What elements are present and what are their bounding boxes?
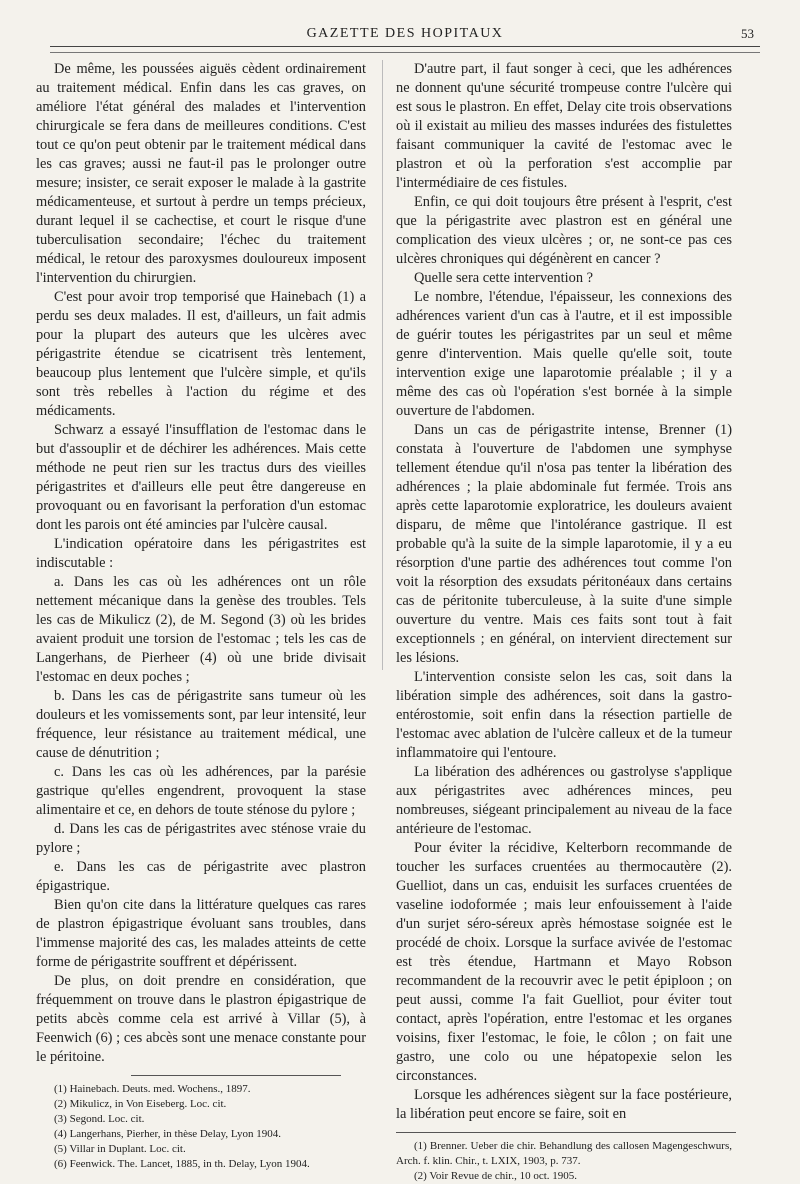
column-divider bbox=[382, 60, 383, 670]
paragraph: Quelle sera cette intervention ? bbox=[414, 270, 593, 286]
footnote: (3) Segond. Loc. cit. bbox=[54, 1113, 145, 1125]
footnote: (1) Brenner. Ueber die chir. Behandlung des callosen Magengeschwurs, Arch. f. klin. Chir., t. LXIX, 1903, p. 737. bbox=[396, 1140, 732, 1167]
paragraph: La libération des adhérences ou gastrolyse s'applique aux périgastrites avec adhérences minces, peu nombreuses, siégeant principalement au niveau de la face antérieure de l'estomac. bbox=[396, 764, 732, 837]
paragraph: De plus, on doit prendre en considération, que fréquemment on trouve dans le plastron épigastrique de petits abcès comme cela est arrivé à Villar (5), à Feenwich (6) ; ces abcès sont une menace constante pour le péritoine. bbox=[36, 973, 366, 1065]
paragraph: e. Dans les cas de périgastrite avec plastron épigastrique. bbox=[36, 859, 366, 894]
page-number: 53 bbox=[741, 26, 754, 41]
left-column bbox=[36, 60, 366, 1172]
paragraph: d. Dans les cas de périgastrites avec sténose vraie du pylore ; bbox=[36, 821, 366, 856]
footnote: (1) Hainebach. Deuts. med. Wochens., 1897. bbox=[54, 1083, 251, 1095]
paragraph: De même, les poussées aiguës cèdent ordinairement au traitement médical. Enfin dans les cas graves, on améliore l'état général des malades et l'intervention chirurgicale se fera dans de meilleures conditions. C'est tout ce qu'on peut obtenir par le traitement médical dans les cas graves; aussi ne faut-il pas le prolonger outre mesure; insister, ce serait exposer le malade à la gastrite médicamenteuse, et surtout à perdre un temps précieux, durant lequel il se cachectise, et court le risque d'une tuberculisation secondaire; l'échec du traitement médical, le retour des paroxysmes douloureux imposent l'intervention du chirurgien. bbox=[36, 61, 366, 286]
footnote: (2) Mikulicz, in Von Eiseberg. Loc. cit. bbox=[54, 1098, 227, 1110]
paragraph: b. Dans les cas de périgastrite sans tumeur où les douleurs et les vomissements sont, par leur intensité, leur fréquence, leur résistance au traitement médical, une cause de dénutrition ; bbox=[36, 688, 366, 761]
paragraph: Bien qu'on cite dans la littérature quelques cas rares de plastron épigastrique évoluant sans troubles, dans l'immense majorité des cas, les malades atteints de cette forme de périgastrite souffrent et dépérissent. bbox=[36, 897, 366, 970]
paragraph: L'intervention consiste selon les cas, soit dans la libération simple des adhérences, soit dans la gastro-entérostomie, soit enfin dans la résection partielle de l'estomac avec ablation de l'ulcère calleux et de la tumeur inflammatoire qui l'entoure. bbox=[396, 669, 732, 761]
footnote: (5) Villar in Duplant. Loc. cit. bbox=[54, 1143, 186, 1155]
footnote-rule bbox=[131, 1075, 341, 1076]
footnote: (4) Langerhans, Pierher, in thèse Delay, Lyon 1904. bbox=[54, 1128, 282, 1140]
paragraph: D'autre part, il faut songer à ceci, que les adhérences ne donnent qu'une sécurité trompeuse contre l'ulcère qui est sous le plastron. En effet, Delay cite trois observations où il existait au milieu des masses indurées des fistulettes faisant communiquer la cavité de l'estomac avec le plastron et où la perforation s'est accomplie par l'intermédiaire de ces fistules. bbox=[396, 61, 732, 191]
paragraph: Schwarz a essayé l'insufflation de l'estomac dans le but d'assouplir et de déchirer les adhérences. Mais cette méthode ne peut rien sur les tractus durs des vieilles périgastrites et d'ailleurs elle peut être dangereuse en provoquant ou en favorisant la perforation d'un estomac dont les parois ont été amincies par l'ulcère causal. bbox=[36, 422, 366, 533]
journal-title: GAZETTE DES HOPITAUX bbox=[306, 26, 504, 41]
right-column bbox=[396, 60, 732, 1184]
paragraph: Lorsque les adhérences siègent sur la face postérieure, la libération peut encore se faire, soit en bbox=[396, 1087, 732, 1122]
running-header bbox=[50, 22, 760, 47]
paragraph: c. Dans les cas où les adhérences, par la parésie gastrique qu'elles engendrent, provoquent la stase alimentaire et ce, en dehors de toute sténose du pylore ; bbox=[36, 764, 366, 818]
footnote: (6) Feenwick. The. Lancet, 1885, in th. Delay, Lyon 1904. bbox=[54, 1158, 310, 1170]
footnote: (2) Voir Revue de chir., 10 oct. 1905. bbox=[414, 1170, 578, 1182]
header-rule bbox=[50, 52, 760, 53]
footnote-rule bbox=[396, 1132, 736, 1133]
paragraph: L'indication opératoire dans les périgastrites est indiscutable : bbox=[36, 536, 366, 571]
paragraph: Le nombre, l'étendue, l'épaisseur, les connexions des adhérences varient d'un cas à l'autre, et il est impossible de guérir toutes les périgastrites par un seul et même genre d'intervention. Mais quelle qu'elle soit, toute intervention exige une laparotomie préalable ; il y a même des cas où l'opération s'est bornée à la simple ouverture de l'abdomen. bbox=[396, 289, 732, 419]
paragraph: a. Dans les cas où les adhérences ont un rôle nettement mécanique dans la genèse des troubles. Tels les cas de Mikulicz (2), de M. Segond (3) où les brides avaient produit une torsion de l'estomac ; tels les cas de Langerhans, de Pierheer (4) où une bride divisait l'estomac en deux poches ; bbox=[36, 574, 366, 685]
paragraph: Pour éviter la récidive, Kelterborn recommande de toucher les surfaces cruentées au thermocautère (2). Guelliot, dans un cas, enduisit les surfaces cruentées de vaseline iodoformée ; mais leur enfouissement à l'aide d'un surjet séro-séreux après hémostase soignée est le procédé de choix. Lorsque la surface avivée de l'estomac est très étendue, Hartmann et Mayo Robson recommandent de la recouvrir avec le petit épiploon ; on peut aussi, comme l'a fait Guelliot, pour éviter tout contact, après l'opération, entre l'estomac et les organes voisins, fixer l'estomac, le foie, le côlon ; on fait une gastro, une colo ou une hépatopexie selon les circonstances. bbox=[396, 840, 732, 1084]
paragraph: Enfin, ce qui doit toujours être présent à l'esprit, c'est que la périgastrite avec plastron est en général une complication des vieux ulcères ; or, ne sont-ce pas ces ulcères chroniques qui dégénèrent en cancer ? bbox=[396, 194, 732, 267]
paragraph: C'est pour avoir trop temporisé que Hainebach (1) a perdu ses deux malades. Il est, d'ailleurs, un fait admis pour la plupart des auteurs que les ulcères avec périgastrite étendue se cicatrisent très lentement, beaucoup plus lentement que l'ulcère simple, et qu'ils sont très rebelles à l'action du régime et des médicaments. bbox=[36, 289, 366, 419]
paragraph: Dans un cas de périgastrite intense, Brenner (1) constata à l'ouverture de l'abdomen une symphyse tellement étendue qu'il n'osa pas tenter la libération des adhérences ; la plaie abdominale fut fermée. Trois ans après cette laparotomie exploratrice, les douleurs avaient disparu, de même que l'intolérance gastrique. Il est probable qu'à la suite de la simple laparotomie, il y a eu résorption d'une partie des adhérences tout comme l'on voit la résorption des exsudats péritonéaux dans certains cas de péritonite tuberculeuse, à la suite d'une simple ouverture du ventre. Mais ces faits sont tout à fait exceptionnels ; en général, on intervient directement sur les lésions. bbox=[396, 422, 732, 666]
